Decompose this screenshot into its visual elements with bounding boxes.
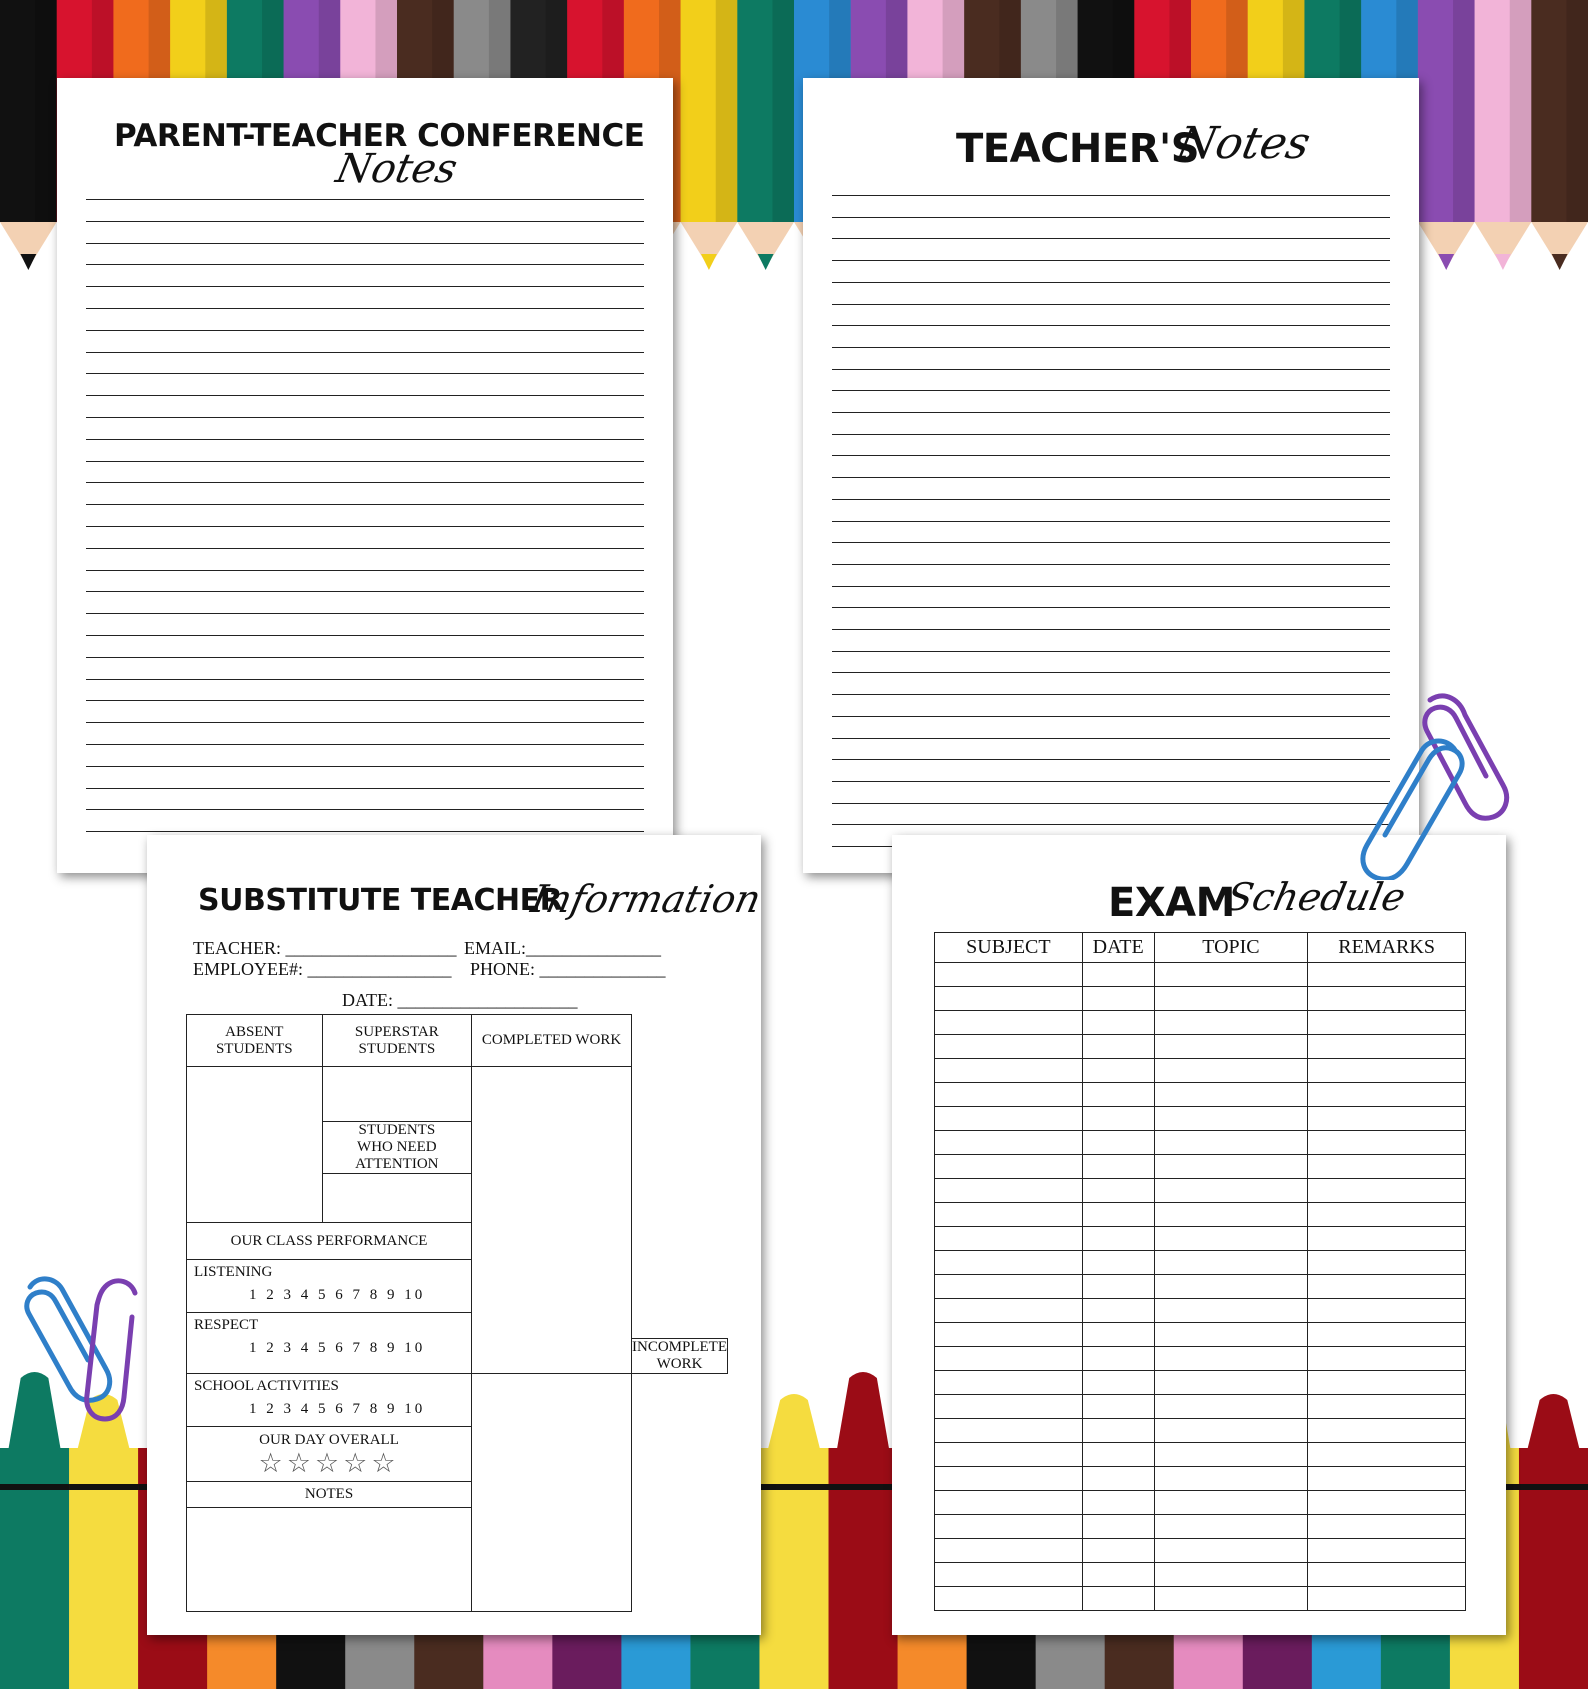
table-cell xyxy=(1082,1443,1154,1467)
table-cell xyxy=(935,987,1083,1011)
table-cell xyxy=(1154,1083,1308,1107)
table-row xyxy=(935,1563,1466,1587)
writing-line xyxy=(86,439,644,440)
table-cell xyxy=(1154,1179,1308,1203)
table-cell xyxy=(1308,1227,1466,1251)
table-cell xyxy=(935,1131,1083,1155)
rating-stars: ☆☆☆☆☆ xyxy=(258,1447,400,1478)
writing-line xyxy=(86,461,644,462)
table-cell xyxy=(1308,963,1466,987)
table-cell xyxy=(1308,1275,1466,1299)
activities-row xyxy=(187,1374,472,1427)
table-cell xyxy=(935,1443,1083,1467)
table-cell xyxy=(1308,1443,1466,1467)
writing-line xyxy=(832,521,1390,522)
email-field: EMAIL:_______________ xyxy=(464,938,661,958)
writing-line xyxy=(86,395,644,396)
table-cell xyxy=(1082,1203,1154,1227)
table-cell xyxy=(1308,1203,1466,1227)
table-cell xyxy=(1308,1539,1466,1563)
writing-line xyxy=(86,504,644,505)
date-field: DATE: ____________________ xyxy=(342,990,578,1010)
writing-line xyxy=(832,499,1390,500)
table-row xyxy=(935,1539,1466,1563)
writing-line xyxy=(86,221,644,222)
writing-line xyxy=(86,199,644,200)
writing-line xyxy=(86,286,644,287)
writing-line xyxy=(832,781,1390,782)
table-cell xyxy=(935,1395,1083,1419)
table-row xyxy=(935,1107,1466,1131)
table-cell xyxy=(935,1563,1083,1587)
listening-label: LISTENING xyxy=(194,1264,273,1280)
table-cell xyxy=(935,1515,1083,1539)
respect-label: RESPECT xyxy=(194,1317,259,1333)
table-row xyxy=(935,1035,1466,1059)
sheet-script-title: Notes xyxy=(332,146,462,192)
writing-line xyxy=(86,788,644,789)
writing-line xyxy=(86,308,644,309)
table-cell xyxy=(935,1107,1083,1131)
writing-line xyxy=(832,824,1390,825)
table-cell xyxy=(1154,963,1308,987)
writing-line xyxy=(832,629,1390,630)
table-cell xyxy=(1308,1467,1466,1491)
table-row xyxy=(935,1059,1466,1083)
absent-cell xyxy=(187,1067,323,1223)
table-row xyxy=(935,1395,1466,1419)
table-row xyxy=(935,1203,1466,1227)
table-cell xyxy=(1308,1419,1466,1443)
superstar-cell xyxy=(322,1067,471,1122)
table-cell xyxy=(1154,1539,1308,1563)
table-row xyxy=(935,1299,1466,1323)
pencil xyxy=(0,0,57,270)
writing-line xyxy=(832,217,1390,218)
writing-line xyxy=(832,325,1390,326)
sheet-script-title: Notes xyxy=(1172,118,1315,169)
table-cell xyxy=(1082,1323,1154,1347)
table-row xyxy=(935,1371,1466,1395)
table-cell xyxy=(1082,1275,1154,1299)
table-cell xyxy=(1308,1035,1466,1059)
table-cell xyxy=(1308,987,1466,1011)
writing-lines xyxy=(86,199,644,859)
table-cell xyxy=(1154,1419,1308,1443)
table-cell xyxy=(935,1371,1083,1395)
writing-line xyxy=(832,260,1390,261)
writing-line xyxy=(86,330,644,331)
sheet-script-title: Information xyxy=(527,877,765,921)
incomplete-header: INCOMPLETE WORK xyxy=(632,1339,727,1372)
table-cell xyxy=(1308,1395,1466,1419)
completed-header: COMPLETED WORK xyxy=(472,1015,632,1067)
employee-field: EMPLOYEE#: ________________ xyxy=(193,959,452,979)
writing-line xyxy=(832,390,1390,391)
table-cell xyxy=(1308,1491,1466,1515)
table-row xyxy=(935,987,1466,1011)
table-row xyxy=(935,1443,1466,1467)
writing-lines xyxy=(832,195,1390,855)
teacher-field: TEACHER: ___________________ xyxy=(193,938,457,958)
table-cell xyxy=(935,1179,1083,1203)
phone-field: PHONE: ______________ xyxy=(470,959,666,979)
respect-scale: 1 2 3 4 5 6 7 8 9 10 xyxy=(249,1340,426,1356)
table-cell xyxy=(1308,1299,1466,1323)
table-row xyxy=(935,1179,1466,1203)
superstar-header: SUPERSTAR STUDENTS xyxy=(322,1015,471,1067)
writing-line xyxy=(832,564,1390,565)
table-cell xyxy=(1154,1275,1308,1299)
pencil xyxy=(1475,0,1532,270)
table-cell xyxy=(1308,1515,1466,1539)
table-cell xyxy=(935,1251,1083,1275)
absent-header: ABSENT STUDENTS xyxy=(187,1015,323,1067)
table-row xyxy=(935,1083,1466,1107)
sheet-title: SUBSTITUTE TEACHER xyxy=(198,883,563,918)
table-cell xyxy=(1154,1251,1308,1275)
parent-teacher-conference-sheet xyxy=(57,78,673,873)
writing-line xyxy=(86,243,644,244)
table-row xyxy=(935,1587,1466,1611)
crayon xyxy=(1519,1394,1588,1689)
table-cell xyxy=(935,1059,1083,1083)
table-row xyxy=(935,1419,1466,1443)
table-cell xyxy=(1154,1131,1308,1155)
table-cell xyxy=(1154,987,1308,1011)
table-row xyxy=(935,1251,1466,1275)
writing-line xyxy=(86,700,644,701)
writing-line xyxy=(832,455,1390,456)
substitute-table xyxy=(186,1014,728,1612)
table-cell xyxy=(935,1035,1083,1059)
column-header-remarks: REMARKS xyxy=(1308,933,1466,963)
writing-line xyxy=(832,347,1390,348)
column-header-date: DATE xyxy=(1082,933,1154,963)
writing-line xyxy=(832,282,1390,283)
table-cell xyxy=(1082,1419,1154,1443)
writing-line xyxy=(86,766,644,767)
table-cell xyxy=(1082,1371,1154,1395)
table-cell xyxy=(1308,1083,1466,1107)
paperclip-group-left xyxy=(20,1275,150,1435)
blue-clip xyxy=(1363,741,1462,879)
table-cell xyxy=(1154,1347,1308,1371)
listening-scale: 1 2 3 4 5 6 7 8 9 10 xyxy=(249,1287,426,1303)
writing-line xyxy=(86,264,644,265)
column-header-subject: SUBJECT xyxy=(935,933,1083,963)
sheet-title: PARENT-TEACHER CONFERENCE xyxy=(114,118,645,154)
table-cell xyxy=(1308,1011,1466,1035)
table-cell xyxy=(935,1203,1083,1227)
table-cell xyxy=(1154,1227,1308,1251)
writing-line xyxy=(832,803,1390,804)
pencil xyxy=(681,0,738,270)
writing-line xyxy=(832,369,1390,370)
table-cell xyxy=(1082,1563,1154,1587)
table-row xyxy=(935,1275,1466,1299)
table-row xyxy=(935,963,1466,987)
exam-schedule-sheet xyxy=(892,835,1506,1635)
table-cell xyxy=(1082,1155,1154,1179)
table-cell xyxy=(1082,1587,1154,1611)
activities-label: SCHOOL ACTIVITIES xyxy=(194,1378,339,1394)
table-cell xyxy=(1082,1251,1154,1275)
table-cell xyxy=(1308,1323,1466,1347)
table-cell xyxy=(1154,1443,1308,1467)
writing-line xyxy=(86,657,644,658)
table-cell xyxy=(935,1323,1083,1347)
writing-line xyxy=(832,477,1390,478)
table-cell xyxy=(1082,987,1154,1011)
sheet-title: TEACHER'S xyxy=(956,126,1200,172)
substitute-teacher-sheet xyxy=(147,835,765,1635)
attention-cell xyxy=(322,1174,471,1223)
writing-line xyxy=(86,352,644,353)
column-header-topic: TOPIC xyxy=(1154,933,1308,963)
respect-row xyxy=(187,1313,472,1374)
table-cell xyxy=(1082,1395,1154,1419)
table-cell xyxy=(1154,1515,1308,1539)
writing-line xyxy=(86,570,644,571)
table-cell xyxy=(1082,1083,1154,1107)
table-cell xyxy=(1308,1179,1466,1203)
table-cell xyxy=(1082,1299,1154,1323)
table-cell xyxy=(1082,1491,1154,1515)
writing-line xyxy=(86,417,644,418)
table-cell xyxy=(1082,963,1154,987)
pencil xyxy=(1418,0,1475,270)
crayon xyxy=(759,1394,829,1689)
table-cell xyxy=(1154,1467,1308,1491)
table-cell xyxy=(1082,1011,1154,1035)
exam-table xyxy=(934,932,1466,1611)
writing-line xyxy=(832,586,1390,587)
table-cell xyxy=(1308,1347,1466,1371)
table-cell xyxy=(935,1011,1083,1035)
table-cell xyxy=(1154,1203,1308,1227)
writing-line xyxy=(86,722,644,723)
table-cell xyxy=(1308,1587,1466,1611)
table-cell xyxy=(935,1587,1083,1611)
table-cell xyxy=(1082,1059,1154,1083)
table-cell xyxy=(935,1419,1083,1443)
table-cell xyxy=(1154,1155,1308,1179)
table-cell xyxy=(1154,1587,1308,1611)
table-cell xyxy=(1082,1179,1154,1203)
writing-line xyxy=(832,716,1390,717)
table-cell xyxy=(935,963,1083,987)
attention-header: STUDENTS WHO NEED ATTENTION xyxy=(322,1122,471,1174)
table-cell xyxy=(935,1227,1083,1251)
table-cell xyxy=(1154,1563,1308,1587)
table-cell xyxy=(1082,1539,1154,1563)
table-row xyxy=(935,1467,1466,1491)
writing-line xyxy=(832,412,1390,413)
writing-line xyxy=(86,526,644,527)
pencil xyxy=(1531,0,1588,270)
writing-line xyxy=(832,542,1390,543)
table-cell xyxy=(1154,1299,1308,1323)
sheet-script-title: Schedule xyxy=(1222,875,1410,919)
writing-line xyxy=(832,651,1390,652)
overall-row xyxy=(187,1427,472,1482)
paperclip-icon xyxy=(27,1279,135,1419)
writing-line xyxy=(832,304,1390,305)
table-cell xyxy=(935,1083,1083,1107)
notes-cell xyxy=(187,1508,472,1612)
writing-line xyxy=(832,607,1390,608)
teachers-notes-sheet xyxy=(803,78,1419,873)
table-cell xyxy=(1154,1035,1308,1059)
table-cell xyxy=(935,1155,1083,1179)
table-cell xyxy=(1082,1515,1154,1539)
notes-header: NOTES xyxy=(187,1482,472,1508)
table-row xyxy=(935,1515,1466,1539)
table-cell xyxy=(1082,1347,1154,1371)
table-cell xyxy=(1308,1131,1466,1155)
writing-line xyxy=(86,831,644,832)
incomplete-cell xyxy=(472,1374,632,1612)
writing-line xyxy=(832,672,1390,673)
writing-line xyxy=(86,548,644,549)
table-cell xyxy=(1154,1371,1308,1395)
table-row xyxy=(935,1011,1466,1035)
pencil xyxy=(737,0,794,270)
table-row xyxy=(935,1323,1466,1347)
table-cell xyxy=(935,1275,1083,1299)
overall-label: OUR DAY OVERALL xyxy=(259,1431,399,1448)
table-row xyxy=(935,1491,1466,1515)
table-cell xyxy=(1308,1251,1466,1275)
writing-line xyxy=(832,738,1390,739)
paperclip-group-right xyxy=(1360,690,1520,880)
table-row xyxy=(935,1347,1466,1371)
table-cell xyxy=(935,1491,1083,1515)
table-cell xyxy=(1154,1107,1308,1131)
writing-line xyxy=(86,635,644,636)
table-cell xyxy=(935,1467,1083,1491)
table-cell xyxy=(1308,1059,1466,1083)
table-cell xyxy=(1082,1035,1154,1059)
writing-line xyxy=(832,694,1390,695)
table-cell xyxy=(1082,1467,1154,1491)
activities-scale: 1 2 3 4 5 6 7 8 9 10 xyxy=(249,1401,426,1417)
writing-line xyxy=(86,744,644,745)
completed-cell xyxy=(472,1067,632,1374)
writing-line xyxy=(832,195,1390,196)
table-cell xyxy=(1154,1491,1308,1515)
table-cell xyxy=(1154,1323,1308,1347)
writing-line xyxy=(86,679,644,680)
table-cell xyxy=(1154,1059,1308,1083)
writing-line xyxy=(86,591,644,592)
crayon xyxy=(829,1372,899,1689)
table-row xyxy=(935,1227,1466,1251)
performance-header: OUR CLASS PERFORMANCE xyxy=(187,1223,472,1260)
sheet-title: EXAM xyxy=(1108,880,1235,926)
table-row xyxy=(935,1155,1466,1179)
table-cell xyxy=(1308,1155,1466,1179)
table-cell xyxy=(1308,1107,1466,1131)
table-cell xyxy=(1308,1371,1466,1395)
paperclip-icon xyxy=(1363,696,1507,879)
table-cell xyxy=(1082,1227,1154,1251)
writing-line xyxy=(86,373,644,374)
table-cell xyxy=(1082,1107,1154,1131)
table-cell xyxy=(935,1347,1083,1371)
writing-line xyxy=(86,482,644,483)
crayon xyxy=(69,1394,139,1689)
purple-clip xyxy=(1425,696,1507,818)
table-row xyxy=(935,1131,1466,1155)
table-cell xyxy=(1154,1011,1308,1035)
writing-line xyxy=(832,759,1390,760)
writing-line xyxy=(832,434,1390,435)
listening-row xyxy=(187,1260,472,1313)
table-cell xyxy=(1154,1395,1308,1419)
writing-line xyxy=(86,809,644,810)
table-cell xyxy=(1308,1563,1466,1587)
table-cell xyxy=(935,1299,1083,1323)
table-cell xyxy=(1082,1131,1154,1155)
table-cell xyxy=(935,1539,1083,1563)
writing-line xyxy=(86,613,644,614)
writing-line xyxy=(832,238,1390,239)
